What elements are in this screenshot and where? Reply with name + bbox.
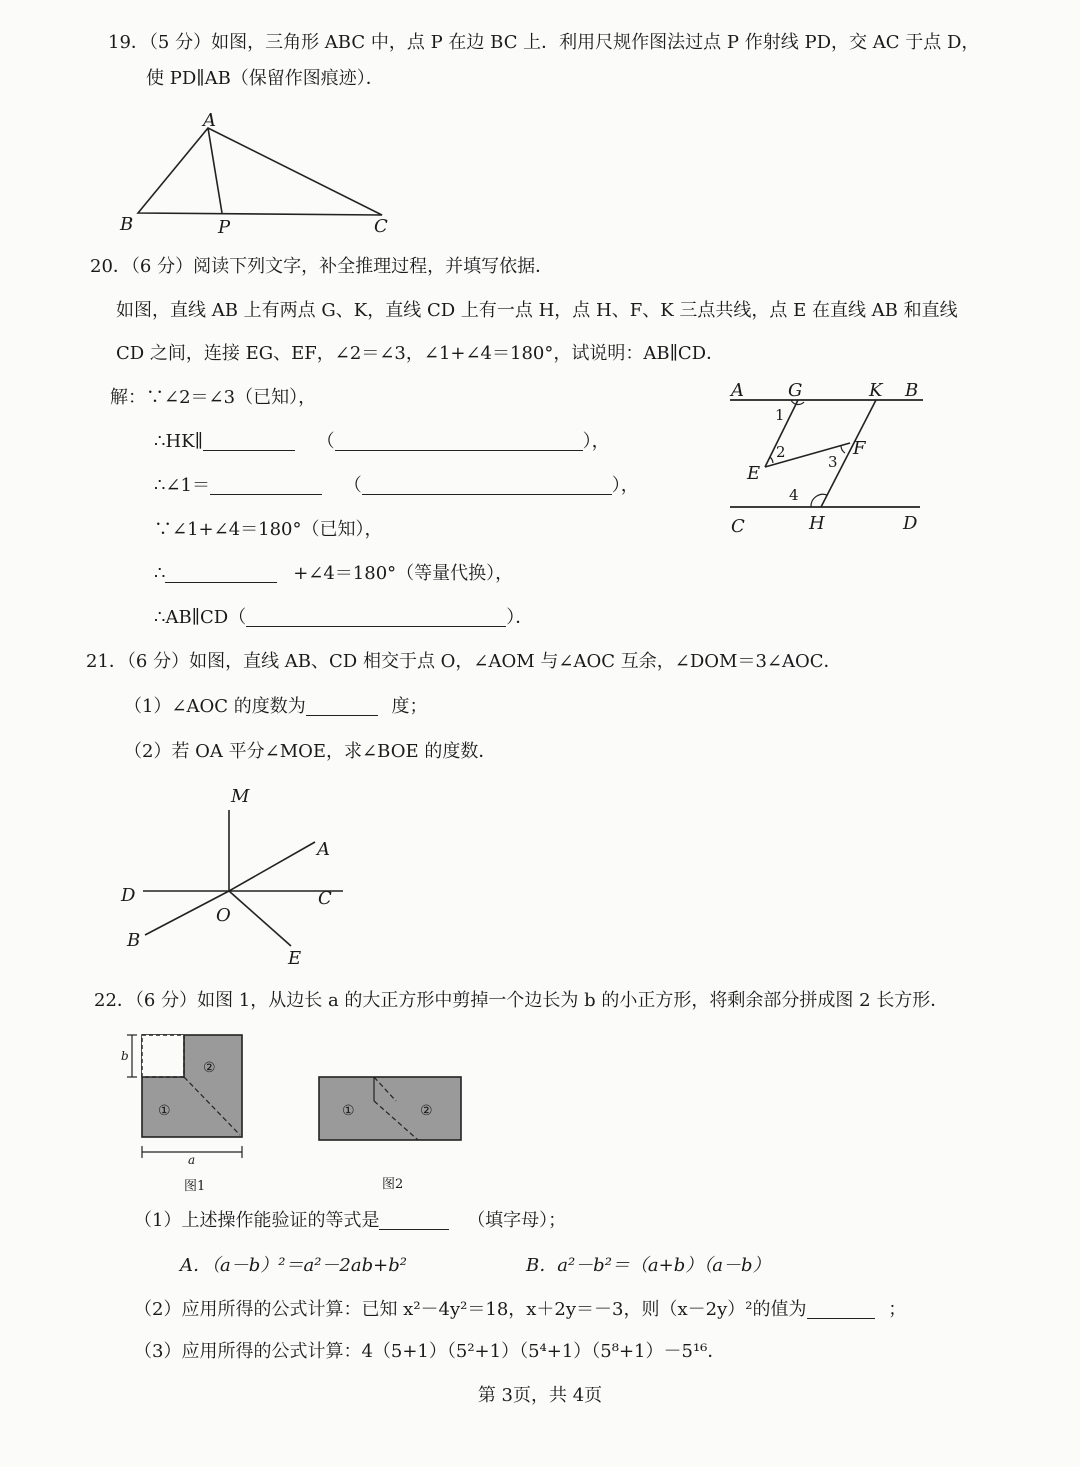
q20-step2-prefix: ∴HK∥ [154, 431, 203, 452]
label-p: P [218, 217, 231, 238]
figure-1-caption: 图1 [184, 1179, 206, 1194]
q22-part1-hint: （填字母）； [467, 1210, 567, 1231]
q22-figure-2 [316, 1073, 466, 1195]
fig-label-f: F [853, 438, 866, 459]
fig-label-k: K [869, 380, 883, 401]
q20-step6 [154, 605, 533, 631]
q20-step6-close: ）． [506, 607, 534, 628]
fig-label-m: M [231, 786, 250, 807]
q21-intersecting-lines-figure [115, 780, 355, 970]
label-c: C [374, 216, 388, 237]
q19-triangle-figure [110, 108, 410, 238]
fig-num-1: 1 [775, 406, 785, 424]
q21-part2: （2）若 OA 平分∠MOE，求∠BOE 的度数． [124, 741, 497, 762]
fig-label-e: E [747, 463, 761, 484]
rectangle-rearranged [319, 1077, 461, 1140]
q20-step5-rest: +∠4＝180°（等量代换）， [293, 563, 514, 584]
fig-label-g: G [788, 380, 803, 401]
q20-step1: 解：∵∠2＝∠3（已知）， [110, 387, 317, 408]
fig-label-d: D [903, 513, 918, 534]
q20-step4: ∵∠1+∠4＝180°（已知）， [154, 519, 383, 540]
q22-option-a: A．（a－b）²＝a²－2ab+b² [180, 1255, 407, 1276]
blank-reason-1[interactable] [335, 432, 583, 451]
q22-option-b: B．a²－b²＝（a+b）（a－b） [526, 1255, 771, 1276]
q22-part2-text: （2）应用所得的公式计算：已知 x²－4y²＝18，x＋2y＝－3，则（x－2y）²的值为 [134, 1299, 807, 1320]
triangle-abc [138, 128, 382, 215]
fig-label-b: B [127, 930, 141, 951]
q20-step6-prefix: ∴AB∥CD（ [154, 607, 247, 628]
q22-figure-1 [118, 1030, 258, 1195]
q21-part1-text: （1）∠AOC 的度数为 [124, 696, 306, 717]
q20-title: 20．（6 分）阅读下列文字，补全推理过程，并填写依据． [90, 256, 554, 277]
label-b: b [121, 1049, 129, 1063]
fig-num-4: 4 [789, 486, 799, 504]
q20-step2 [154, 429, 610, 455]
segment-ap [208, 128, 222, 213]
ray-oa [229, 842, 315, 891]
q21-title: 21．（6 分）如图，直线 AB、CD 相交于点 O，∠AOM 与∠AOC 互余，∠DOM＝3∠AOC． [86, 651, 842, 672]
region-2-label: ② [420, 1103, 433, 1119]
q21-part1 [124, 694, 428, 720]
q22-part2 [134, 1297, 906, 1323]
blank-reason-2[interactable] [362, 476, 612, 495]
q19-line2: 使 PD∥AB（保留作图痕迹）． [146, 68, 384, 89]
blank-hk-parallel[interactable] [203, 432, 295, 451]
label-b: B [120, 214, 134, 235]
region-1-label: ① [158, 1103, 171, 1119]
fig-label-d: D [121, 885, 136, 906]
q20-parallel-lines-figure [725, 375, 935, 540]
fig-label-e: E [288, 948, 302, 969]
fig-label-o: O [216, 905, 231, 926]
fig-label-h: H [809, 513, 825, 534]
q20-step2-close: ）， [582, 431, 610, 452]
page-footer: 第 3页，共 4页 [477, 1385, 603, 1406]
region-1-label: ① [342, 1103, 355, 1119]
q20-step2-open: （ [316, 431, 335, 452]
q20-para1: 如图，直线 AB 上有两点 G、K，直线 CD 上有一点 H，点 H、F、K 三点共线，点 E 在直线 AB 和直线 [116, 300, 958, 321]
blank-reason-3[interactable] [246, 608, 506, 627]
q20-step3-close: ）， [611, 475, 639, 496]
q20-step5-prefix: ∴ [154, 563, 166, 584]
fig-label-c: C [731, 516, 745, 537]
fig-label-c: C [318, 888, 332, 909]
q22-part2-end: ； [888, 1299, 907, 1320]
fig-num-2: 2 [776, 443, 786, 461]
ray-oe [229, 891, 291, 946]
angle2-arc [770, 457, 773, 463]
q20-step3-open: （ [343, 475, 362, 496]
q22-title: 22．（6 分）如图 1，从边长 a 的大正方形中剪掉一个边长为 b 的小正方形，将剩余部分拼成图 2 长方形． [94, 990, 949, 1011]
region-2-label: ② [203, 1060, 216, 1076]
label-a: a [188, 1153, 196, 1167]
blank-angle-sum[interactable] [165, 564, 277, 583]
angle3-arc [841, 446, 845, 453]
q22-part3: （3）应用所得的公式计算：4（5+1）（5²+1）（5⁴+1）（5⁸+1）－5¹⁶． [134, 1341, 726, 1362]
q20-step3-prefix: ∴∠1＝ [154, 475, 210, 496]
blank-angle1[interactable] [210, 476, 322, 495]
q20-step5 [154, 561, 513, 587]
q22-part1 [134, 1208, 566, 1234]
fig-label-a: A [317, 839, 330, 860]
fig-label-a: A [731, 380, 744, 401]
q20-step3 [154, 473, 639, 499]
q19-line1: 19．（5 分）如图，三角形 ABC 中，点 P 在边 BC 上．利用尺规作图法过点 P 作射线 PD，交 AC 于点 D， [108, 32, 980, 53]
removed-small-square [142, 1035, 184, 1077]
blank-identity-choice[interactable] [379, 1211, 449, 1230]
q22-part1-text: （1）上述操作能验证的等式是 [134, 1210, 380, 1231]
figure-2-caption: 图2 [382, 1177, 404, 1192]
q20-para2: CD 之间，连接 EG、EF，∠2＝∠3，∠1+∠4＝180°，试说明：AB∥CD． [116, 343, 725, 364]
blank-square-value[interactable] [807, 1300, 875, 1319]
blank-aoc-degree[interactable] [306, 697, 378, 716]
label-a: A [203, 110, 216, 131]
fig-label-b: B [905, 380, 919, 401]
fig-num-3: 3 [828, 453, 838, 471]
q21-part1-unit: 度； [391, 696, 428, 717]
